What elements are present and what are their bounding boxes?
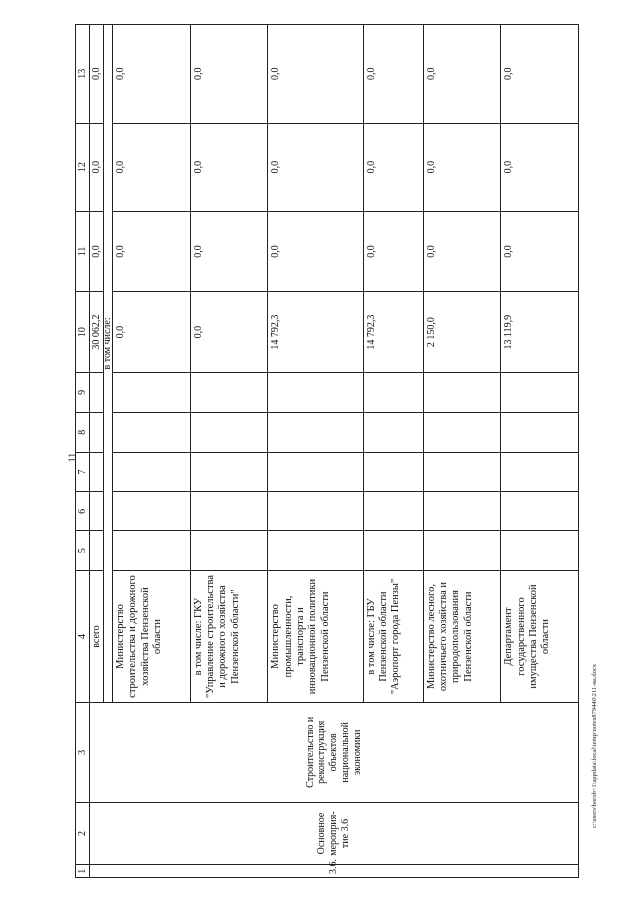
row-col11: 0,0	[190, 211, 268, 292]
row-col13: 0,0	[363, 25, 423, 124]
col-number: 10	[76, 292, 90, 373]
row-col12: 0,0	[113, 123, 191, 211]
col-number: 7	[76, 452, 90, 492]
cell-empty	[90, 452, 104, 492]
row-col10: 13 119,9	[501, 292, 579, 373]
row-col11: 0,0	[501, 211, 579, 292]
row-col13: 0,0	[501, 25, 579, 124]
col-number: 2	[76, 802, 90, 865]
rotated-table	[75, 24, 579, 878]
col-number: 12	[76, 123, 90, 211]
col-number: 9	[76, 372, 90, 412]
col-number: 3	[76, 703, 90, 803]
col-number: 4	[76, 571, 90, 703]
row-col13: 0,0	[268, 25, 363, 124]
cell-empty	[90, 492, 104, 531]
col-number: 6	[76, 492, 90, 531]
executor-name: Министерство строительства и дорожного хозяйства Пензенской области	[113, 571, 191, 703]
row-col10: 0,0	[190, 292, 268, 373]
rotated-table-frame	[75, 24, 579, 878]
total-row	[90, 25, 104, 878]
page-number: 11	[67, 452, 79, 463]
row-col11: 0,0	[113, 211, 191, 292]
total-col12: 0,0	[90, 123, 104, 211]
executor-name: Министерство лесного, охотничьего хозяйства и природопользования Пензенской области	[423, 571, 501, 703]
row-col13: 0,0	[113, 25, 191, 124]
footer-file-path-container	[591, 664, 601, 838]
row-col10: 14 792,3	[363, 292, 423, 373]
row-col12: 0,0	[423, 123, 501, 211]
item-description: Строительство и реконструкция объектов национальной экономики	[90, 703, 579, 803]
item-number: 3.6.	[90, 865, 579, 878]
executor-name: в том числе: ГБУ Пензенской области "Аэропорт города Пензы"	[363, 571, 423, 703]
row-col11: 0,0	[363, 211, 423, 292]
total-col10: 30 062,2	[90, 292, 104, 373]
row-col12: 0,0	[363, 123, 423, 211]
budget-table	[75, 24, 579, 878]
column-number-row	[76, 25, 90, 878]
row-col10: 14 792,3	[268, 292, 363, 373]
row-col12: 0,0	[190, 123, 268, 211]
cell-empty	[90, 531, 104, 571]
row-col11: 0,0	[423, 211, 501, 292]
item-type: Основное мероприя-тие 3.6	[90, 802, 579, 865]
row-col13: 0,0	[423, 25, 501, 124]
col-number: 13	[76, 25, 90, 124]
cell-empty	[90, 372, 104, 412]
footer-file-path: c:\users\boroh~1\appdata\local\temp\notes879440\211-на.docx	[591, 664, 598, 828]
total-col11: 0,0	[90, 211, 104, 292]
row-col10: 2 150,0	[423, 292, 501, 373]
col-number: 11	[76, 211, 90, 292]
row-col11: 0,0	[268, 211, 363, 292]
executor-name: в том числе: ГКУ "Управление строительства и дорожного хозяйства Пензенской области"	[190, 571, 268, 703]
in-that-number-label: в том числе:	[104, 25, 113, 373]
executor-name: Министерство промышленности, транспорта и инновационной политики Пензенской области	[268, 571, 363, 703]
col-number: 8	[76, 412, 90, 452]
col-number: 5	[76, 531, 90, 571]
row-col10: 0,0	[113, 292, 191, 373]
row-col12: 0,0	[501, 123, 579, 211]
total-label: всего	[90, 571, 104, 703]
executor-name: Департамент государственного имущества Пензенской области	[501, 571, 579, 703]
cell-empty	[90, 412, 104, 452]
total-col13: 0,0	[90, 25, 104, 124]
row-col13: 0,0	[190, 25, 268, 124]
col-number: 1	[76, 865, 90, 878]
row-col12: 0,0	[268, 123, 363, 211]
